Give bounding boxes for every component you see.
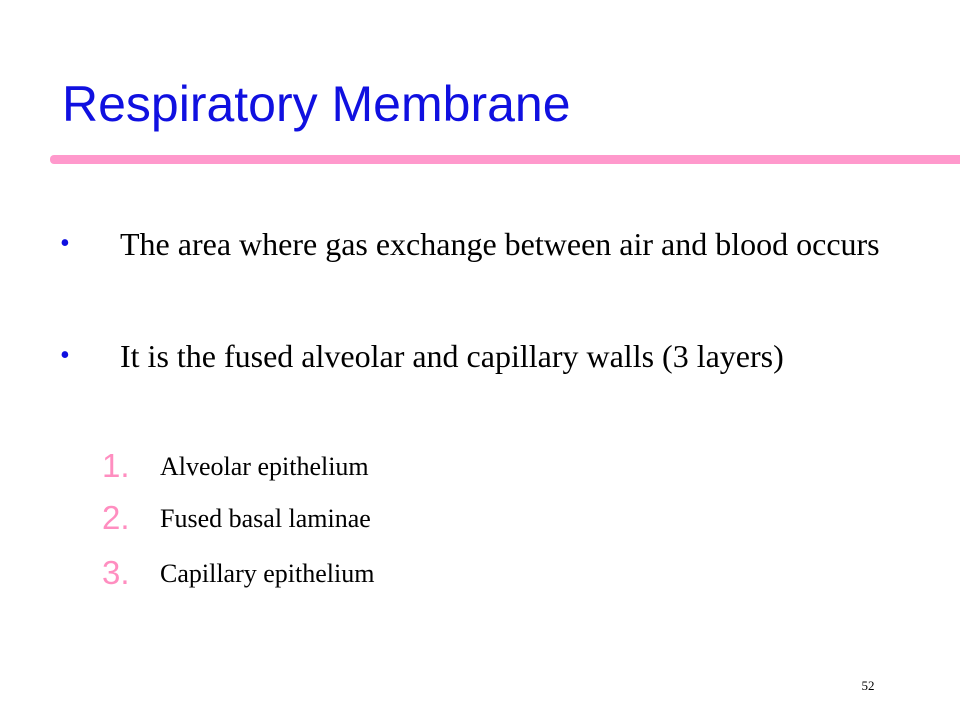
layer-number: 3. [102,554,130,591]
bullet-text: The area where gas exchange between air and blood occurs [120,226,880,262]
slide-title: Respiratory Membrane [62,76,571,132]
layer-number: 2. [102,499,130,536]
page-number: 52 [861,678,875,693]
bullet-marker: • [60,340,70,371]
bullet-marker: • [60,228,70,259]
layer-text: Fused basal laminae [160,504,371,533]
bullet-text: It is the fused alveolar and capillary walls (3 layers) [120,338,784,374]
layer-text: Capillary epithelium [160,559,375,588]
layer-text: Alveolar epithelium [160,452,369,481]
layer-number: 1. [102,447,130,484]
title-underline [50,155,960,164]
